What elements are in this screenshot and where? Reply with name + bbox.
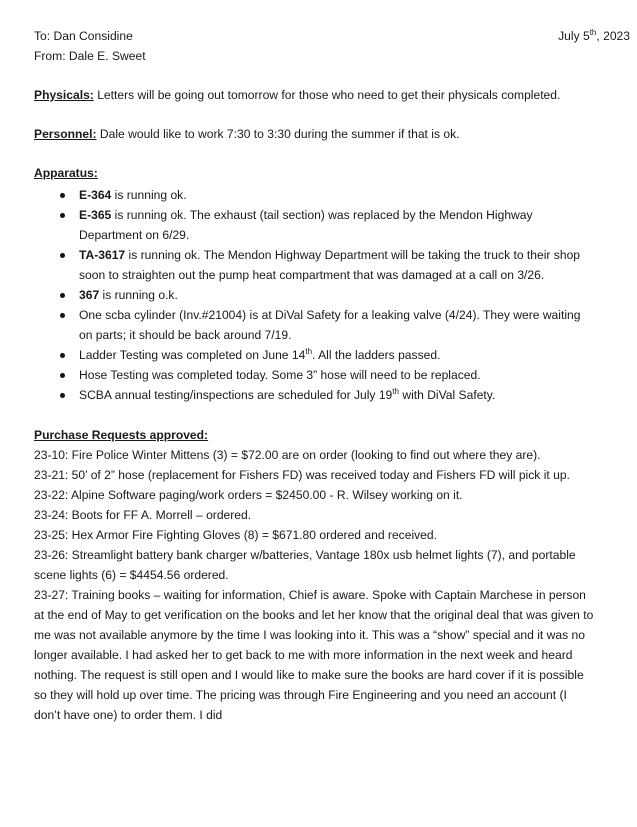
purchase-request-item: 23-10: Fire Police Winter Mittens (3) = $72.00 are on order (looking to find out where they are). [34, 448, 541, 462]
purchase-heading: Purchase Requests approved: [34, 428, 209, 442]
memo-date [558, 26, 630, 46]
personnel-section [34, 124, 594, 144]
apparatus-item-text: is running ok. The Mendon Highway Department will be taking the truck to their shop soon to straighten out the pump heat compartment that was damaged at a call on 3/26. [79, 248, 581, 282]
memo-to: To: Dan Considine [34, 29, 133, 43]
memo-date-year: , 2023 [596, 29, 630, 43]
apparatus-item-sup: th [392, 387, 399, 396]
purchase-heading-line [34, 425, 594, 445]
purchase-request-item: 23-21: 50’ of 2” hose (replacement for Fishers FD) was received today and Fishers FD will pick it up. [34, 468, 570, 482]
apparatus-item-after: . All the ladders passed. [312, 348, 441, 362]
purchase-request-item: 23-27: Training books – waiting for information, Chief is aware. Spoke with Captain Marchese in person at the end of May to get verification on the books and let her know that the original deal that was given to me was not available anymore by the time I was looking into it. This was a “show” special and it was no longer available. I had asked her to get back to me with more information in the next week and heard nothing. The request is still open and I would like to make sure the books are hard cover if it is possible so they will hold up over time. The pricing was through Fire Engineering and you need an account (I don’t have one) to order them. I did [34, 588, 594, 722]
apparatus-item [34, 245, 594, 285]
apparatus-item-text: is running ok. The exhaust (tail section) was replaced by the Mendon Highway Department on 6/29. [79, 208, 533, 242]
apparatus-item-text: Ladder Testing was completed on June 14 [79, 348, 306, 362]
apparatus-item [34, 365, 594, 385]
apparatus-item-bold: E-365 [79, 208, 112, 222]
apparatus-item [34, 385, 594, 405]
memo-date-main: July 5 [558, 29, 590, 43]
apparatus-heading: Apparatus: [34, 166, 98, 180]
apparatus-item [34, 305, 594, 345]
apparatus-item-text: One scba cylinder (Inv.#21004) is at DiVal Safety for a leaking valve (4/24). They were waiting on parts; it should be back around 7/19. [79, 308, 581, 342]
personnel-heading: Personnel: [34, 127, 97, 141]
personnel-text: Dale would like to work 7:30 to 3:30 during the summer if that is ok. [96, 127, 460, 141]
physicals-section [34, 85, 594, 105]
apparatus-item [34, 205, 594, 245]
memo-from: From: Dale E. Sweet [34, 49, 146, 63]
purchase-request-item: 23-25: Hex Armor Fire Fighting Gloves (8) = $671.80 ordered and received. [34, 528, 437, 542]
purchase-request-item: 23-26: Streamlight battery bank charger w/batteries, Vantage 180x usb helmet lights (7), and portable scene lights (6) = $4454.56 ordered. [34, 548, 576, 582]
memo-header-to-row [34, 26, 630, 46]
memo-date-sup: th [589, 28, 597, 37]
apparatus-item-text: is running o.k. [99, 288, 178, 302]
purchase-request-item: 23-24: Boots for FF A. Morrell – ordered. [34, 508, 252, 522]
apparatus-item [34, 345, 594, 365]
apparatus-item-bold: 367 [79, 288, 100, 302]
apparatus-list [34, 185, 594, 405]
memo-page [34, 26, 630, 725]
apparatus-item [34, 285, 594, 305]
apparatus-item-bold: E-364 [79, 188, 112, 202]
apparatus-item-bold: TA-3617 [79, 248, 126, 262]
apparatus-item-text: SCBA annual testing/inspections are scheduled for July 19 [79, 388, 393, 402]
physicals-heading: Physicals: [34, 88, 94, 102]
physicals-text: Letters will be going out tomorrow for those who need to get their physicals completed. [93, 88, 561, 102]
apparatus-item [34, 185, 594, 205]
apparatus-item-after: with DiVal Safety. [398, 388, 496, 402]
apparatus-item-sup: th [305, 347, 313, 356]
memo-header-from-row [34, 46, 594, 66]
apparatus-item-text: is running ok. [111, 188, 187, 202]
apparatus-item-text: Hose Testing was completed today. Some 3” hose will need to be replaced. [79, 368, 481, 382]
apparatus-heading-line [34, 163, 594, 183]
purchase-request-item: 23-22: Alpine Software paging/work orders = $2450.00 - R. Wilsey working on it. [34, 488, 463, 502]
